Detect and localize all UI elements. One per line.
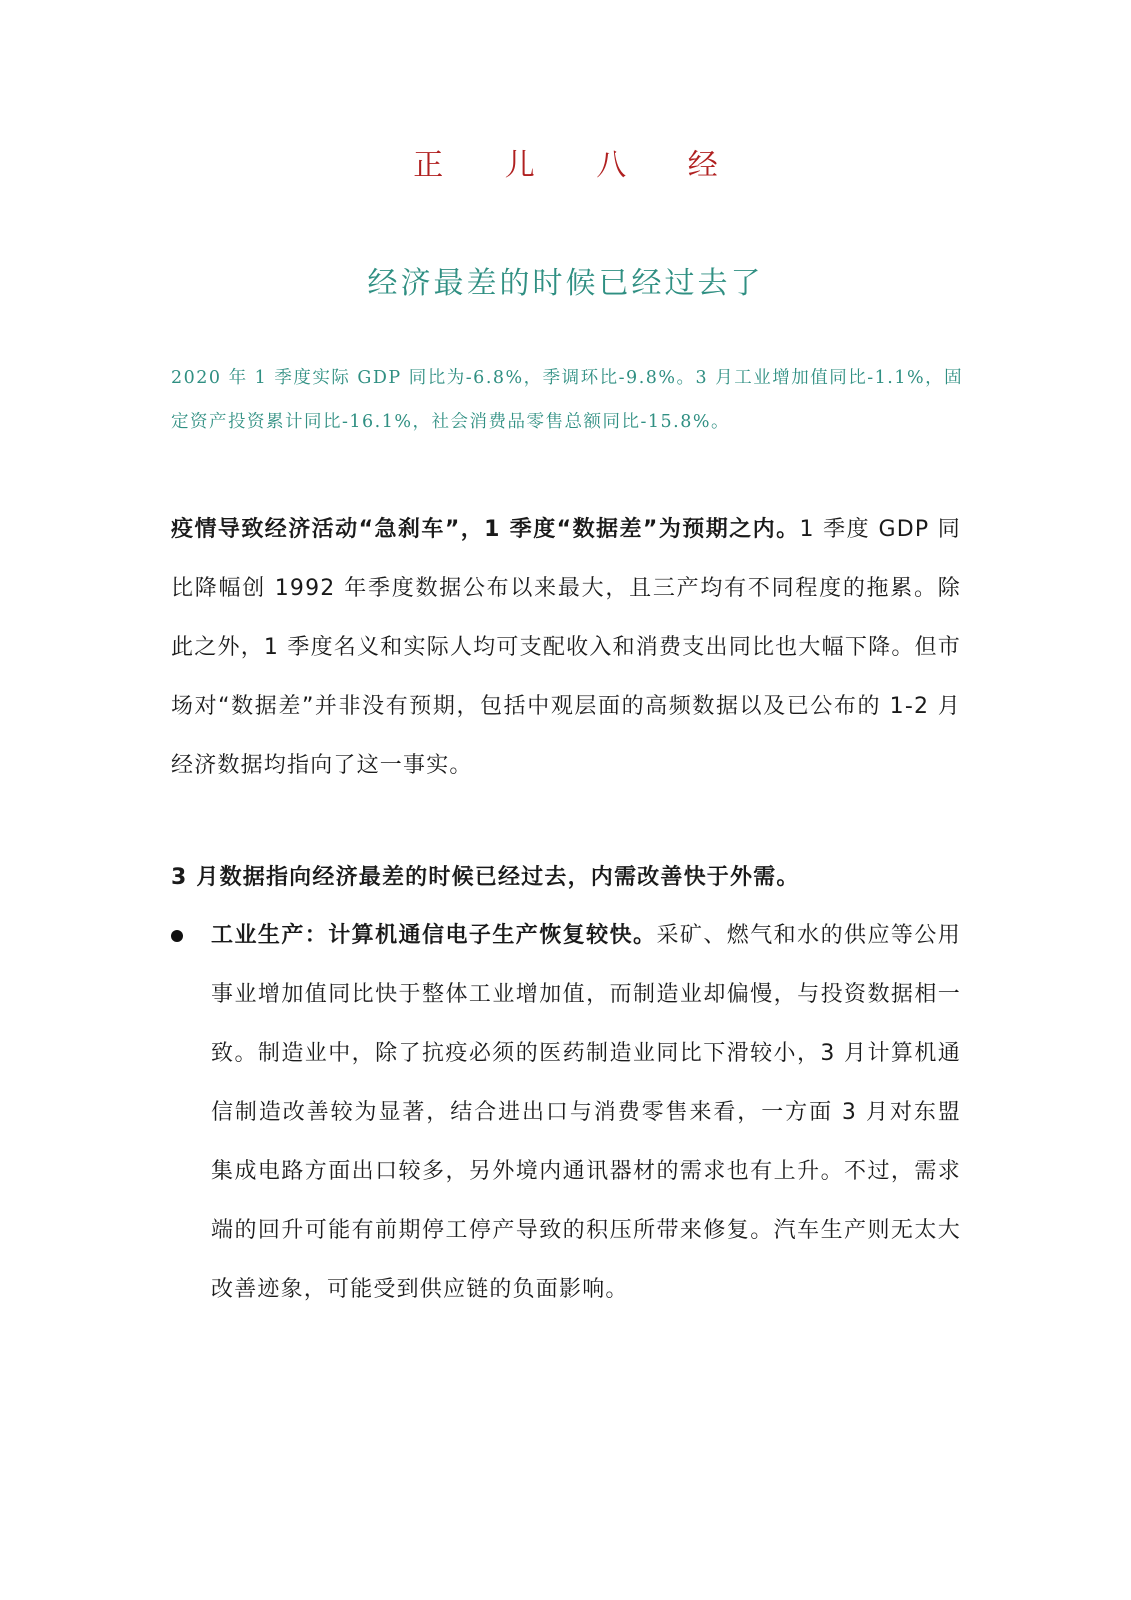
section-2-heading: 3 月数据指向经济最差的时候已经过去，内需改善快于外需。 <box>171 865 800 890</box>
bullet-paragraph <box>211 906 961 1319</box>
summary-paragraph: 2020 年 1 季度实际 GDP 同比为-6.8%，季调环比-9.8%。3 月工业增加值同比-1.1%，固定资产投资累计同比-16.1%，社会消费品零售总额同比-15.8%。 <box>171 368 964 432</box>
bullet-lead: 工业生产：计算机通信电子生产恢复较快。 <box>211 923 657 948</box>
bullet-item-industrial-production <box>171 906 961 1319</box>
section-1-body: 1 季度 GDP 同比降幅创 1992 年季度数据公布以来最大，且三产均有不同程度的拖累。除此之外，1 季度名义和实际人均可支配收入和消费支出同比也大幅下降。但市场对“数据差”并非没有预期，包括中观层面的高频数据以及已公布的 1-2 月经济数据均指向了这一事实。 <box>171 517 961 778</box>
section-1-lead: 疫情导致经济活动“急刹车”，1 季度“数据差”为预期之内。 <box>171 517 800 542</box>
bullet-icon <box>171 930 183 942</box>
article-title: 经济最差的时候已经过去了 <box>367 266 764 301</box>
bullet-body: 采矿、燃气和水的供应等公用事业增加值同比快于整体工业增加值，而制造业却偏慢，与投资数据相一致。制造业中，除了抗疫必须的医药制造业同比下滑较小，3 月计算机通信制造改善较为显著，结合进出口与消费零售来看，一方面 3 月对东盟集成电路方面出口较多，另外境内通讯器材的需求也有上升。不过，需求端的回升可能有前期停工停产导致的积压所带来修复。汽车生产则无太大改善迹象，可能受到供应链的负面影响。 <box>211 923 961 1302</box>
brand-title: 正 儿 八 经 <box>413 148 744 183</box>
section-1-paragraph <box>171 500 961 795</box>
